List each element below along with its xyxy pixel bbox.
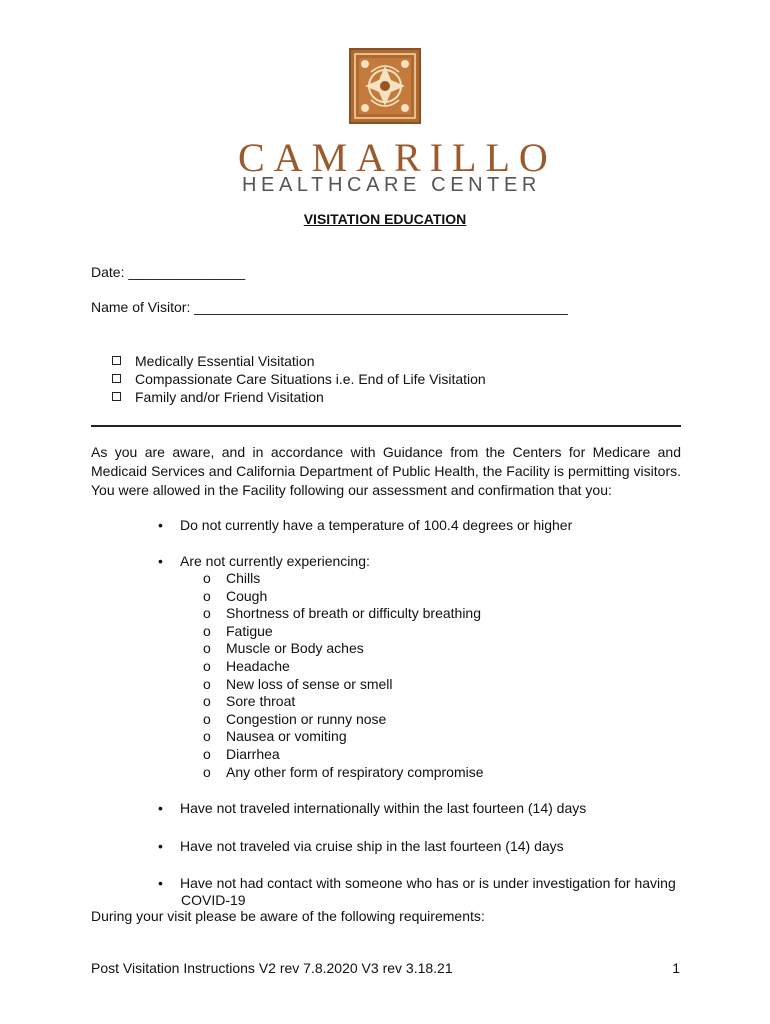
page-number: 1 — [672, 960, 680, 976]
circle-bullet-icon: o — [203, 710, 211, 727]
visit-type-label: Medically Essential Visitation — [135, 353, 315, 369]
intro-paragraph: As you are aware, and in accordance with Guidance from the Centers for Medicare and Medicaid Services and California Department of Public Health, the Facility is permitting visitors. You were allowed in the Facility following our assessment and confirmation that you: — [91, 444, 681, 498]
symptom-text: Congestion or runny nose — [226, 710, 387, 727]
symptom-text: Diarrhea — [226, 745, 280, 762]
bullet-text: Are not currently experiencing: — [180, 553, 370, 569]
symptom-text: Fatigue — [226, 622, 273, 639]
circle-bullet-icon: o — [203, 675, 211, 692]
list-item — [203, 640, 484, 658]
bullet-text: Have not had contact with someone who has or is under investigation for having — [180, 875, 676, 891]
circle-bullet-icon: o — [203, 570, 211, 586]
bullet-icon: • — [158, 517, 163, 533]
document-title: VISITATION EDUCATION — [303, 211, 467, 227]
list-item — [203, 693, 484, 711]
symptom-text: Cough — [226, 587, 268, 604]
symptom-text: Muscle or Body aches — [226, 640, 364, 657]
footer-revision: Post Visitation Instructions V2 rev 7.8.2020 V3 rev 3.18.21 — [91, 960, 453, 976]
divider — [91, 425, 681, 427]
visit-type-option[interactable] — [112, 352, 486, 370]
symptom-text: Nausea or vomiting — [226, 728, 347, 745]
visitor-name-field[interactable]: Name of Visitor: ________________________________________________ — [91, 299, 568, 315]
list-item — [158, 837, 564, 855]
circle-bullet-icon: o — [203, 622, 211, 639]
list-item — [203, 588, 484, 606]
circle-bullet-icon: o — [203, 657, 211, 674]
brand-subtitle: HEALTHCARE CENTER — [242, 174, 541, 196]
checkbox[interactable] — [112, 374, 121, 383]
symptom-text: Headache — [226, 657, 290, 674]
bullet-text: Have not traveled internationally within the last fourteen (14) days — [180, 800, 587, 816]
visit-type-label: Family and/or Friend Visitation — [135, 389, 324, 405]
symptom-text: Any other form of respiratory compromise — [226, 763, 484, 780]
symptom-text: Chills — [226, 570, 261, 586]
visit-type-option[interactable] — [112, 388, 486, 406]
date-field[interactable]: Date: _______________ — [91, 264, 246, 280]
circle-bullet-icon: o — [203, 728, 211, 745]
visit-type-label: Compassionate Care Situations i.e. End of Life Visitation — [135, 371, 486, 387]
checkbox[interactable] — [112, 392, 121, 401]
symptom-text: New loss of sense or smell — [226, 675, 393, 692]
list-item — [203, 570, 484, 588]
bullet-icon: • — [158, 800, 163, 816]
circle-bullet-icon: o — [203, 640, 211, 657]
logo — [0, 48, 770, 127]
requirements-heading: During your visit please be aware of the following requirements: — [91, 908, 485, 924]
list-item — [158, 799, 586, 817]
bullet-icon: • — [158, 838, 163, 854]
list-item — [203, 658, 484, 676]
circle-bullet-icon: o — [203, 763, 211, 780]
bullet-icon: • — [158, 553, 163, 569]
visit-type-option[interactable] — [112, 370, 486, 388]
list-item — [203, 711, 484, 729]
list-item — [203, 728, 484, 746]
list-item — [203, 764, 484, 782]
circle-bullet-icon: o — [203, 587, 211, 604]
symptom-list — [203, 570, 484, 781]
brand-name: CAMARILLO — [238, 135, 557, 180]
list-item — [158, 874, 676, 892]
symptom-text: Sore throat — [226, 693, 296, 710]
list-item — [203, 676, 484, 694]
symptom-text: Shortness of breath or difficulty breathing — [226, 605, 482, 622]
bullet-text: Have not traveled via cruise ship in the last fourteen (14) days — [180, 838, 564, 854]
circle-bullet-icon: o — [203, 745, 211, 762]
logo-ornament-icon — [349, 48, 421, 124]
visit-type-list — [112, 352, 486, 406]
list-item — [158, 552, 370, 570]
bullet-icon: • — [158, 875, 163, 891]
checkbox[interactable] — [112, 356, 121, 365]
list-item — [203, 605, 484, 623]
list-item — [203, 746, 484, 764]
bullet-text: Do not currently have a temperature of 100.4 degrees or higher — [180, 517, 573, 533]
circle-bullet-icon: o — [203, 693, 211, 710]
list-item — [203, 623, 484, 641]
bullet-text-continued: COVID-19 — [181, 892, 246, 908]
circle-bullet-icon: o — [203, 605, 211, 622]
list-item — [158, 516, 572, 534]
